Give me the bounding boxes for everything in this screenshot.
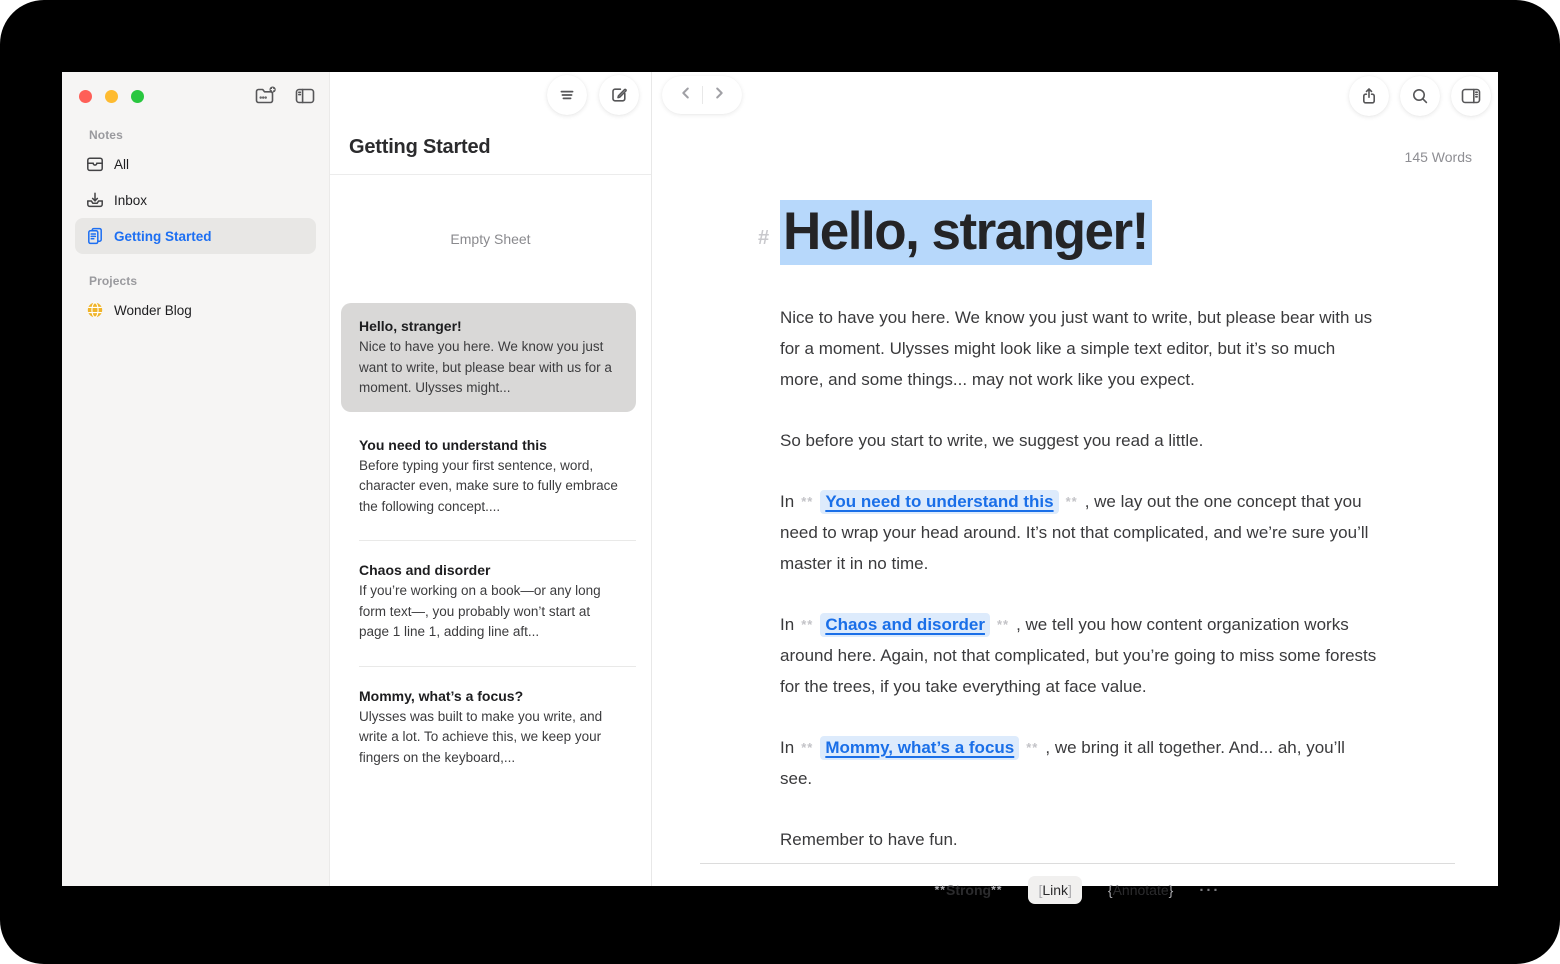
paragraph: In ** Mommy, what’s a focus ** , we bring it all together. And... ah, you’ll see. — [780, 738, 1345, 788]
document-heading-row — [700, 197, 1455, 266]
internal-link-mommy-whats-a-focus[interactable]: Mommy, what’s a focus — [820, 736, 1019, 760]
toggle-sidebar-button[interactable] — [294, 86, 316, 106]
sheet-title: Hello, stranger! — [359, 318, 462, 334]
folder-plus-icon — [257, 87, 276, 103]
link-format-button[interactable]: [Link] — [1028, 876, 1081, 904]
internal-link-you-need-to-understand-this[interactable]: You need to understand this — [820, 490, 1058, 514]
sheet-preview: If you’re working on a book—or any long form text—, you probably won’t start at page 1 line 1, adding line aft... — [359, 583, 601, 639]
sheet-list — [330, 303, 651, 781]
sidebar-titlebar — [62, 72, 329, 120]
sheet-list-pane — [330, 72, 652, 886]
toggle-attachments-panel-button[interactable] — [1451, 76, 1491, 116]
paragraph: Nice to have you here. We know you just want to write, but please bear with us for a moment. Ulysses might look like a simple text editor, but it’s so much more, and some things... may not work like you expect. — [780, 308, 1373, 389]
markdown-heading-marker: # — [758, 227, 770, 249]
sidebar-left-icon — [297, 90, 314, 103]
paragraph: Remember to have fun. — [780, 830, 958, 849]
new-sheet-button[interactable] — [599, 75, 639, 115]
traffic-lights — [79, 90, 144, 103]
divider — [330, 174, 651, 175]
filter-lines-icon — [561, 92, 572, 99]
paragraph: In ** You need to understand this ** , we lay out the one concept that you need to wrap your head around. It’s not that complicated, and we’re sure you’ll master it in no time. — [780, 492, 1369, 573]
divider — [359, 666, 636, 667]
compose-icon — [613, 89, 626, 101]
document-body[interactable] — [700, 72, 1455, 916]
projects-section-header: Projects — [89, 274, 138, 288]
strong-markup-marker: ** — [996, 617, 1010, 632]
globe-icon — [88, 303, 102, 317]
sheet-title: You need to understand this — [359, 436, 547, 453]
paragraph: So before you start to write, we suggest you read a little. — [780, 431, 1204, 450]
sidebar-item-label: Inbox — [114, 192, 148, 208]
empty-sheet-label[interactable]: Empty Sheet — [450, 231, 531, 247]
library-sidebar — [62, 72, 330, 886]
sort-filter-button[interactable] — [547, 75, 587, 115]
zoom-window-button[interactable] — [131, 90, 144, 103]
sheet-preview: Ulysses was built to make you write, and write a lot. To achieve this, we keep your fingers on the keyboard,... — [359, 708, 603, 765]
sidebar-right-icon — [1463, 90, 1480, 103]
sidebar-item-inbox[interactable] — [75, 182, 316, 218]
notes-section-header: Notes — [89, 128, 123, 142]
strong-markup-marker: ** — [801, 740, 814, 755]
editor-pane — [652, 72, 1498, 899]
sidebar-item-label: Wonder Blog — [114, 302, 192, 318]
sheet-row-mommy-whats-a-focus[interactable] — [341, 673, 636, 782]
internal-link-chaos-and-disorder[interactable]: Chaos and disorder — [820, 613, 990, 637]
strong-markup-marker: ** — [801, 494, 814, 509]
sheet-row-hello-stranger[interactable] — [341, 303, 636, 412]
minimize-window-button[interactable] — [105, 90, 118, 103]
strong-markup-marker: ** — [1026, 740, 1039, 755]
text-selection-highlight: Hello, stranger! — [780, 200, 1152, 265]
format-shortcut-bar — [700, 864, 1455, 916]
strong-markup-marker: ** — [801, 617, 814, 632]
more-formats-button[interactable]: ··· — [1199, 881, 1221, 899]
word-count[interactable]: 145 Words — [1404, 149, 1472, 165]
sheets-icon — [89, 229, 101, 244]
strong-format-button[interactable]: **Strong** — [934, 882, 1003, 898]
sidebar-item-getting-started[interactable] — [75, 218, 316, 254]
sheet-preview: Nice to have you here. We know you just want to write, but please bear with us for a moment. Ulysses might... — [359, 339, 612, 395]
sheet-row-chaos-and-disorder[interactable] — [341, 547, 636, 656]
sidebar-item-all[interactable] — [75, 146, 316, 182]
sidebar-item-wonder-blog[interactable] — [75, 292, 316, 328]
sidebar-item-label: All — [114, 156, 130, 172]
sheet-list-title: Getting Started — [349, 136, 491, 158]
annotate-format-button[interactable]: {Annotate} — [1107, 882, 1174, 898]
sheet-preview: Before typing your first sentence, word, character even, make sure to fully embrace the following concept.... — [359, 457, 618, 514]
divider — [359, 540, 636, 541]
close-window-button[interactable] — [79, 90, 92, 103]
inbox-tray-icon — [88, 193, 102, 206]
back-button[interactable] — [677, 84, 695, 107]
sheet-title: Chaos and disorder — [359, 562, 491, 578]
paragraph: In ** Chaos and disorder ** , we tell you how content organization works around here. Again, not that complicated, but you’re going to miss some forests for the trees, if you take everything at face value. — [780, 615, 1377, 696]
sheet-row-you-need-to-understand[interactable] — [341, 422, 636, 531]
new-group-button[interactable] — [254, 85, 278, 107]
chevron-left-icon — [683, 88, 688, 97]
strong-markup-marker: ** — [1065, 494, 1078, 509]
sheet-title: Mommy, what’s a focus? — [359, 687, 524, 704]
ulysses-window — [62, 72, 1498, 899]
archive-box-icon — [88, 158, 102, 170]
document-heading — [780, 200, 1152, 265]
sidebar-item-label: Getting Started — [114, 228, 212, 244]
